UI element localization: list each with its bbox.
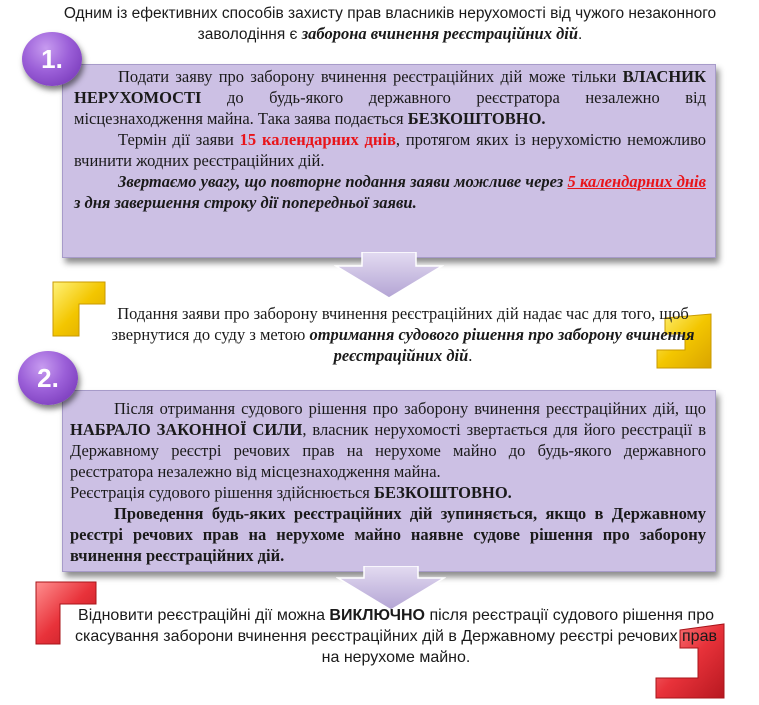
step2-paragraph-1b: Реєстрація судового рішення здійснюється БЕЗКОШТОВНО. [70,483,512,502]
step1-paragraph-3: Звертаємо увагу, що повторне подання заяви можливе через 5 календарних днів з дня завершення строку дії попередньої заяви. [74,172,706,212]
step1-number-badge: 1. [22,32,82,86]
step2-paragraph-1: Після отримання судового рішення про заборону вчинення реєстраційних дій, що НАБРАЛО ЗАКОННОЇ СИЛИ, власник нерухомості звертається для його реєстрації в Державному реєстрі речових прав на нерухоме майно до будь-якого державного реєстратора незалежно від місцезнаходження майна. [70,399,706,481]
step2-paragraph-2: Проведення будь-яких реєстраційних дій зупиняється, якщо в Державному реєстрі речових прав на нерухоме майно наявне судове рішення про заборону вчинення реєстраційних дій. [70,504,706,565]
band1-text: Подання заяви про заборону вчинення реєстраційних дій надає час для того, щоб звернутися до суду з метою отримання судового рішення про заборону вчинення реєстраційних дій. [111,304,695,365]
step1-paragraph-1: Подати заяву про заборону вчинення реєстраційних дій може тільки ВЛАСНИК НЕРУХОМОСТІ до будь-якого державного реєстратора незалежно від місцезнаходження майна. Така заява подається БЕЗКОШТОВНО. [74,67,706,128]
step2-text [70,398,706,566]
step1-paragraph-2: Термін дії заяви 15 календарних днів, протягом яких із нерухомістю неможливо вчинити жодних реєстраційних дій. [74,130,707,170]
step2-number-badge: 2. [18,351,78,405]
band2-text: Відновити реєстраційні дії можна ВИКЛЮЧНО після реєстрації судового рішення про скасування заборони вчинення реєстраційних дій в Державному реєстрі речових прав на нерухоме майно. [75,607,717,666]
intro-text: Одним із ефективних способів захисту прав власників нерухомості від чужого незаконного заволодіння є заборона вчинення реєстраційних дій. [63,5,717,43]
step1-text [74,66,706,213]
intro-emphasis: заборона вчинення реєстраційних дій [301,24,579,43]
